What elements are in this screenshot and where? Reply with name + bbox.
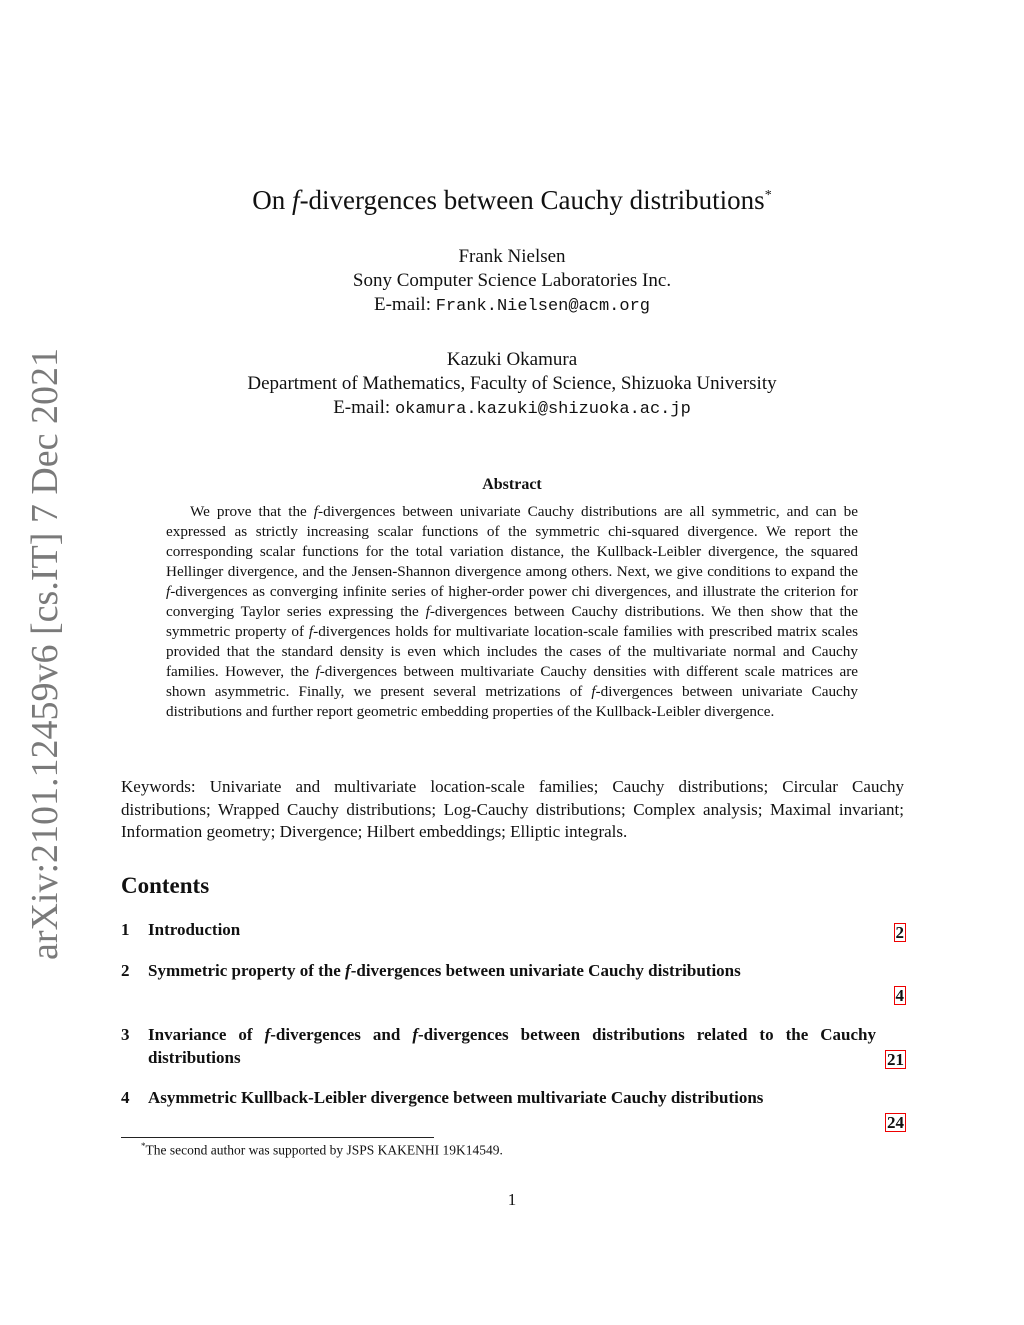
toc-page-link[interactable]: 4: [895, 986, 904, 1005]
author-affiliation: Department of Mathematics, Faculty of Science, Shizuoka University: [247, 373, 777, 394]
footnote-text: The second author was supported by JSPS KAKENHI 19K14549.: [145, 1142, 503, 1158]
author-email-line: [0, 396, 1024, 422]
toc-page-link[interactable]: 2: [895, 923, 904, 942]
toc-page-link[interactable]: 21: [887, 1050, 904, 1069]
toc-entry-4[interactable]: [121, 1087, 906, 1132]
toc-page-link[interactable]: 24: [887, 1113, 904, 1132]
toc-title: Introduction: [148, 920, 241, 939]
paper-title: [0, 185, 1024, 216]
toc-number: 2: [121, 961, 130, 980]
toc-title: Asymmetric Kullback-Leibler divergence between multivariate Cauchy distributions: [148, 1088, 764, 1107]
author-name: Kazuki Okamura: [446, 349, 578, 370]
toc-title: Symmetric property of the f-divergences between univariate Cauchy distributions: [148, 961, 741, 980]
title-f: f: [292, 185, 300, 215]
abstract-heading: Abstract: [482, 476, 542, 493]
author-email[interactable]: Frank.Nielsen@acm.org: [435, 297, 650, 316]
author-name: Frank Nielsen: [458, 246, 566, 267]
toc-number: 3: [121, 1025, 130, 1044]
author-block-2: [0, 348, 1024, 422]
author-block-1: [0, 245, 1024, 319]
toc-title: Invariance of f-divergences and f-divergences between distributions related to the Cauchy distributions: [148, 1025, 877, 1067]
email-label: E-mail:: [333, 397, 395, 418]
contents-heading: Contents: [121, 873, 210, 898]
email-label: E-mail:: [374, 294, 436, 315]
toc-number: 4: [121, 1088, 130, 1107]
abstract-text: We prove that the f-divergences between univariate Cauchy distributions are all symmetric, and can be expressed as strictly increasing scalar functions of the symmetric chi-squared divergence. We report the corresponding scalar functions for the total variation distance, the Kullback-Leibler divergence, the squared Hellinger divergence, and the Jensen-Shannon divergence among others. Next, we give conditions to expand the f-divergences as converging infinite series of higher-order power chi divergences, and illustrate the criterion for converging Taylor series expressing the f-divergences between Cauchy distributions. We then show that the symmetric property of f-divergences holds for multivariate location-scale families with prescribed matrix scales provided that the standard density is even which includes the cases of the multivariate normal and Cauchy families. However, the f-divergences between multivariate Cauchy densities with different scale matrices are shown asymmetric. Finally, we present several metrizations of f-divergences between univariate Cauchy distributions and further report geometric embedding properties of the Kullback-Leibler divergence.: [166, 503, 859, 720]
title-footnote-mark: *: [764, 188, 772, 203]
title-rest: -divergences between Cauchy distributions: [299, 185, 765, 215]
toc-entry-1[interactable]: [121, 919, 906, 942]
footnote: [141, 1141, 503, 1159]
title-prefix: On: [252, 185, 293, 215]
footnote-mark: *: [141, 1141, 146, 1151]
page-number: 1: [507, 1190, 517, 1209]
toc-entry-2[interactable]: [121, 960, 906, 1005]
arxiv-stamp: [20, 347, 70, 961]
toc-number: 1: [121, 920, 130, 939]
arxiv-stamp-text: arXiv:2101.12459v6 [cs.IT] 7 Dec 2021: [24, 347, 66, 961]
keywords: Keywords: Univariate and multivariate location-scale families; Cauchy distributions; Circular Cauchy distributions; Wrapped Cauchy distributions; Log-Cauchy distributions; Complex analysis; Maximal invariant; Information geometry; Divergence; Hilbert embeddings; Elliptic integrals.: [121, 777, 904, 841]
toc-entry-3[interactable]: [121, 1024, 906, 1069]
footnote-rule: [121, 1137, 434, 1138]
author-affiliation: Sony Computer Science Laboratories Inc.: [352, 270, 672, 291]
author-email-line: [0, 293, 1024, 319]
author-email[interactable]: okamura.kazuki@shizuoka.ac.jp: [394, 400, 691, 419]
